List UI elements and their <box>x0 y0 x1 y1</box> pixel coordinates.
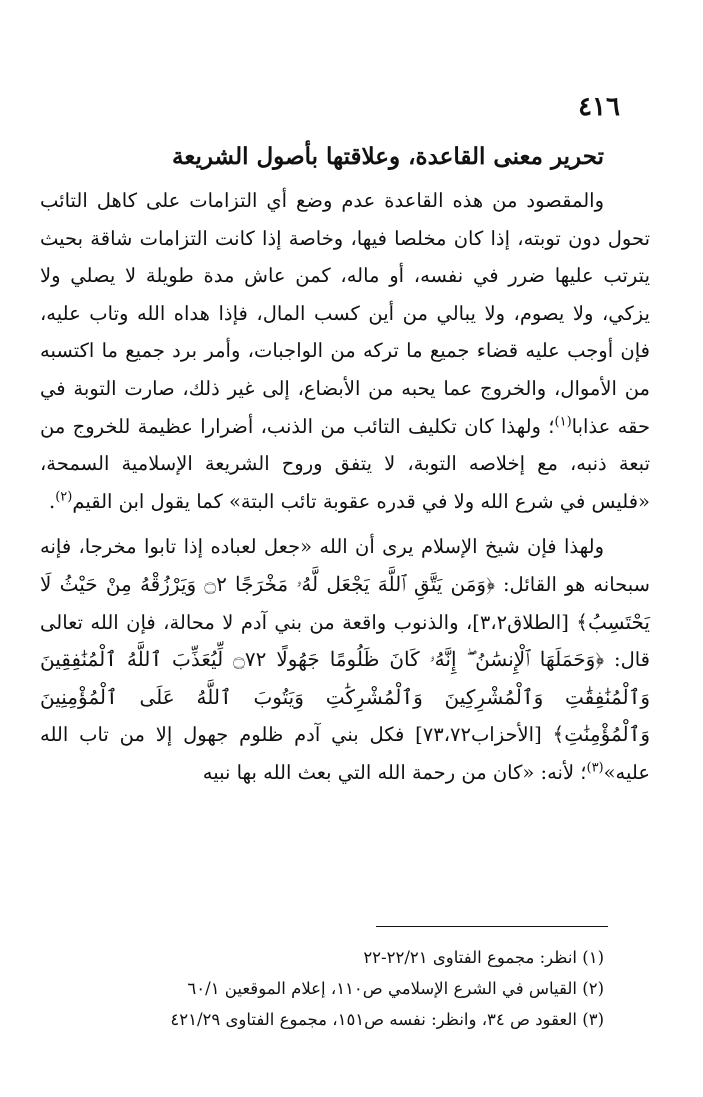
paragraph-2-text-b: [الطلاق٣،٢]، والذنوب واقعة من بني آدم لا محالة، فإن الله تعالى قال: <box>40 610 650 672</box>
footnote-ref-3[interactable]: (٣) <box>586 760 604 776</box>
footnote-divider <box>376 926 608 927</box>
paragraph-2 <box>40 528 650 791</box>
paragraph-1-text-b: ؛ ولهذا كان تكليف التائب من الذنب، أضرارا عظيمة للخروج من تبعة ذنبه، مع إخلاصه التوبة، لا يتفق وروح الشريعة الإسلامية السمحة، «فليس في شرع الله ولا في قدره عقوبة تائب البتة» كما يقول ابن القيم <box>40 414 650 513</box>
main-content <box>40 138 650 792</box>
paragraph-1 <box>40 182 650 520</box>
paragraph-2-text-a: ولهذا فإن شيخ الإسلام يرى أن الله «جعل لعباده إذا تابوا مخرجا، فإنه سبحانه هو القائل: <box>40 535 650 596</box>
footnote-ref-1[interactable]: (١) <box>554 414 572 430</box>
page-number: ٤١٦ <box>578 92 620 122</box>
footnotes <box>40 942 650 1035</box>
paragraph-gap <box>40 520 650 528</box>
footnote-3: (٣) العقود ص ٣٤، وانظر: نفسه ص١٥١، مجموع الفتاوى ٤٢١/٢٩ <box>170 1010 604 1029</box>
paragraph-1-text-a: والمقصود من هذه القاعدة عدم وضع أي التزامات على كاهل التائب تحول دون توبته، إذا كان مخلصا فيها، وخاصة إذا كانت التزامات شاقة بحيث يترتب عليها ضرر في نفسه، أو ماله، كمن عاش مدة طويلة لا يصلي ولا يزكي، ولا يصوم، ولا يبالي من أين كسب المال، فإذا هداه الله وتاب عليه، فإن أوجب عليه قضاء جميع ما تركه من الواجبات، وأمر برد جميع ما اكتسبه من الأموال، والخروج عما يحبه من الأبضاع، إلى غير ذلك، صارت التوبة في حقه عذابا <box>40 189 650 438</box>
quran-verse-talaq: ﴿وَمَن يَتَّقِ ٱللَّهَ يَجْعَل لَّهُۥ مَخْرَجًا ۝٢ وَيَرْزُقْهُ مِنْ حَيْثُ لَا يَحْتَسِبُ﴾ <box>40 571 650 634</box>
footnote-2: (٢) القياس في الشرع الإسلامي ص١١٠، إعلام الموقعين ٦٠/١ <box>187 979 604 998</box>
paragraph-2-text-d: ؛ لأنه: «كان من رحمة الله التي بعث الله بها نبيه <box>202 760 587 784</box>
paragraph-2-text-c: [الأحزاب٧٣،٧٢] فكل بني آدم ظلوم جهول إلا من تاب الله عليه» <box>40 723 650 784</box>
section-title: تحرير معنى القاعدة، وعلاقتها بأصول الشريعة <box>172 143 604 170</box>
paragraph-1-text-c: . <box>49 489 56 513</box>
quran-verse-ahzab: ﴿وَحَمَلَهَا ٱلْإِنسَٰنُ ۖ إِنَّهُۥ كَانَ ظَلُومًا جَهُولًا ۝٧٢ لِّيُعَذِّبَ ٱللَّهُ ٱلْمُنَٰفِقِينَ وَٱلْمُنَٰفِقَٰتِ وَٱلْمُشْرِكِينَ وَٱلْمُشْرِكَٰتِ وَيَتُوبَ ٱللَّهُ عَلَى ٱلْمُؤْمِنِينَ وَٱلْمُؤْمِنَٰتِ﴾ <box>40 647 650 747</box>
footnote-ref-2[interactable]: (٢) <box>55 489 73 505</box>
footnote-1: (١) انظر: مجموع الفتاوى ٢٢/٢١-٢٢ <box>363 948 604 967</box>
